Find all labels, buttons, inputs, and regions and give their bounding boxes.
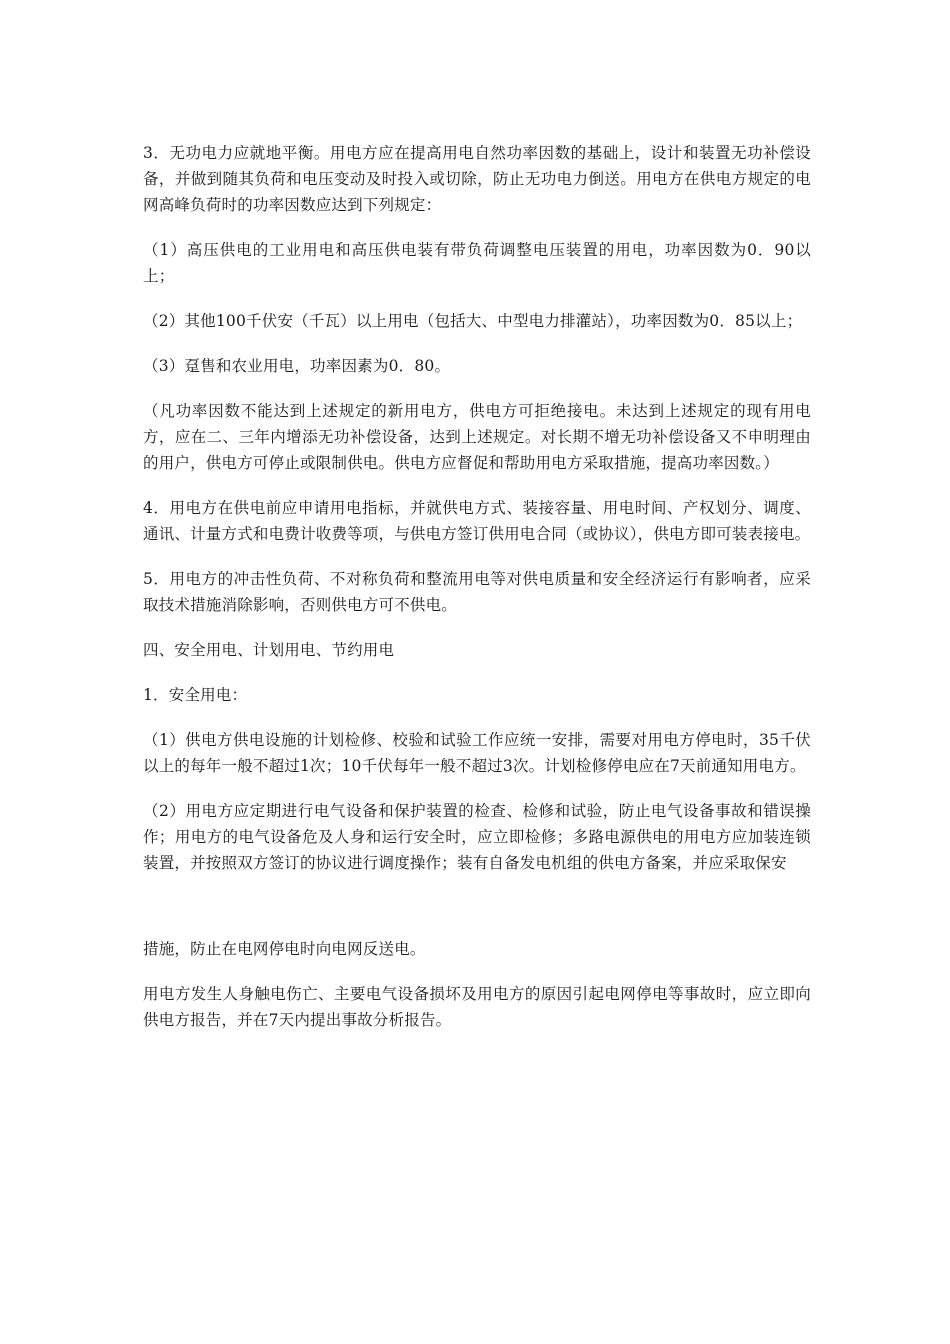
paragraph-item-1-high-voltage: （1）高压供电的工业用电和高压供电装有带负荷调整电压装置的用电，功率因数为0．90以上； bbox=[143, 241, 811, 285]
spacer bbox=[143, 708, 811, 727]
page-break-gap bbox=[143, 876, 811, 936]
paragraph-accident-report: 用电方发生人身触电伤亡、主要电气设备损坏及用电方的原因引起电网停电等事故时，应立即向供电方报告，并在7天内提出事故分析报告。 bbox=[143, 985, 811, 1029]
paragraph-reactive-power: 3．无功电力应就地平衡。用电方应在提高用电自然功率因数的基础上，设计和装置无功补偿设备，并做到随其负荷和电压变动及时投入或切除，防止无功电力倒送。用电方在供电方规定的电网高峰负荷时的功率因数应达到下列规定： bbox=[143, 144, 811, 214]
spacer bbox=[143, 218, 811, 237]
spacer bbox=[143, 547, 811, 566]
spacer bbox=[143, 663, 811, 682]
spacer bbox=[143, 779, 811, 798]
paragraph-safety-item-2: （2）用电方应定期进行电气设备和保护装置的检查、检修和试验，防止电气设备事故和错误操作；用电方的电气设备危及人身和运行安全时，应立即检修；多路电源供电的用电方应加装连锁装置，并按照双方签订的协议进行调度操作；装有自备发电机组的供电方备案，并应采取保安 bbox=[143, 802, 811, 872]
paragraph-power-factor-note: （凡功率因数不能达到上述规定的新用电方，供电方可拒绝接电。未达到上述规定的现有用电方，应在二、三年内增添无功补偿设备，达到上述规定。对长期不增无功补偿设备又不申明理由的用户，供电方可停止或限制供电。供电方应督促和帮助用电方采取措施，提高功率因数。） bbox=[143, 402, 811, 472]
paragraph-item-3-agriculture: （3）趸售和农业用电，功率因素为0．80。 bbox=[143, 357, 451, 375]
spacer bbox=[143, 962, 811, 981]
paragraph-safety-item-1: （1）供电方供电设施的计划检修、校验和试验工作应统一安排，需要对用电方停电时，35千伏以上的每年一般不超过1次；10千伏每年一般不超过3次。计划检修停电应在7天前通知用电方。 bbox=[143, 731, 811, 775]
document-body bbox=[143, 140, 811, 1033]
paragraph-clause-5: 5．用电方的冲击性负荷、不对称负荷和整流用电等对供电质量和安全经济运行有影响者，应采取技术措施消除影响，否则供电方可不供电。 bbox=[143, 570, 811, 614]
spacer bbox=[143, 379, 811, 398]
spacer bbox=[143, 618, 811, 637]
section-heading-safety: 四、安全用电、计划用电、节约用电 bbox=[143, 641, 395, 659]
spacer bbox=[143, 289, 811, 308]
paragraph-item-2-other: （2）其他100千伏安（千瓦）以上用电（包括大、中型电力排灌站），功率因数为0．85以上； bbox=[143, 312, 803, 330]
paragraph-clause-4: 4．用电方在供电前应申请用电指标，并就供电方式、装接容量、用电时间、产权划分、调度、通讯、计量方式和电费计收费等项，与供电方签订供用电合同（或协议），供电方即可装表接电。 bbox=[143, 499, 811, 543]
spacer bbox=[143, 334, 811, 353]
spacer bbox=[143, 476, 811, 495]
subheading-safe-use: 1．安全用电： bbox=[143, 686, 248, 704]
paragraph-safety-item-2-continued: 措施，防止在电网停电时向电网反送电。 bbox=[143, 940, 426, 958]
